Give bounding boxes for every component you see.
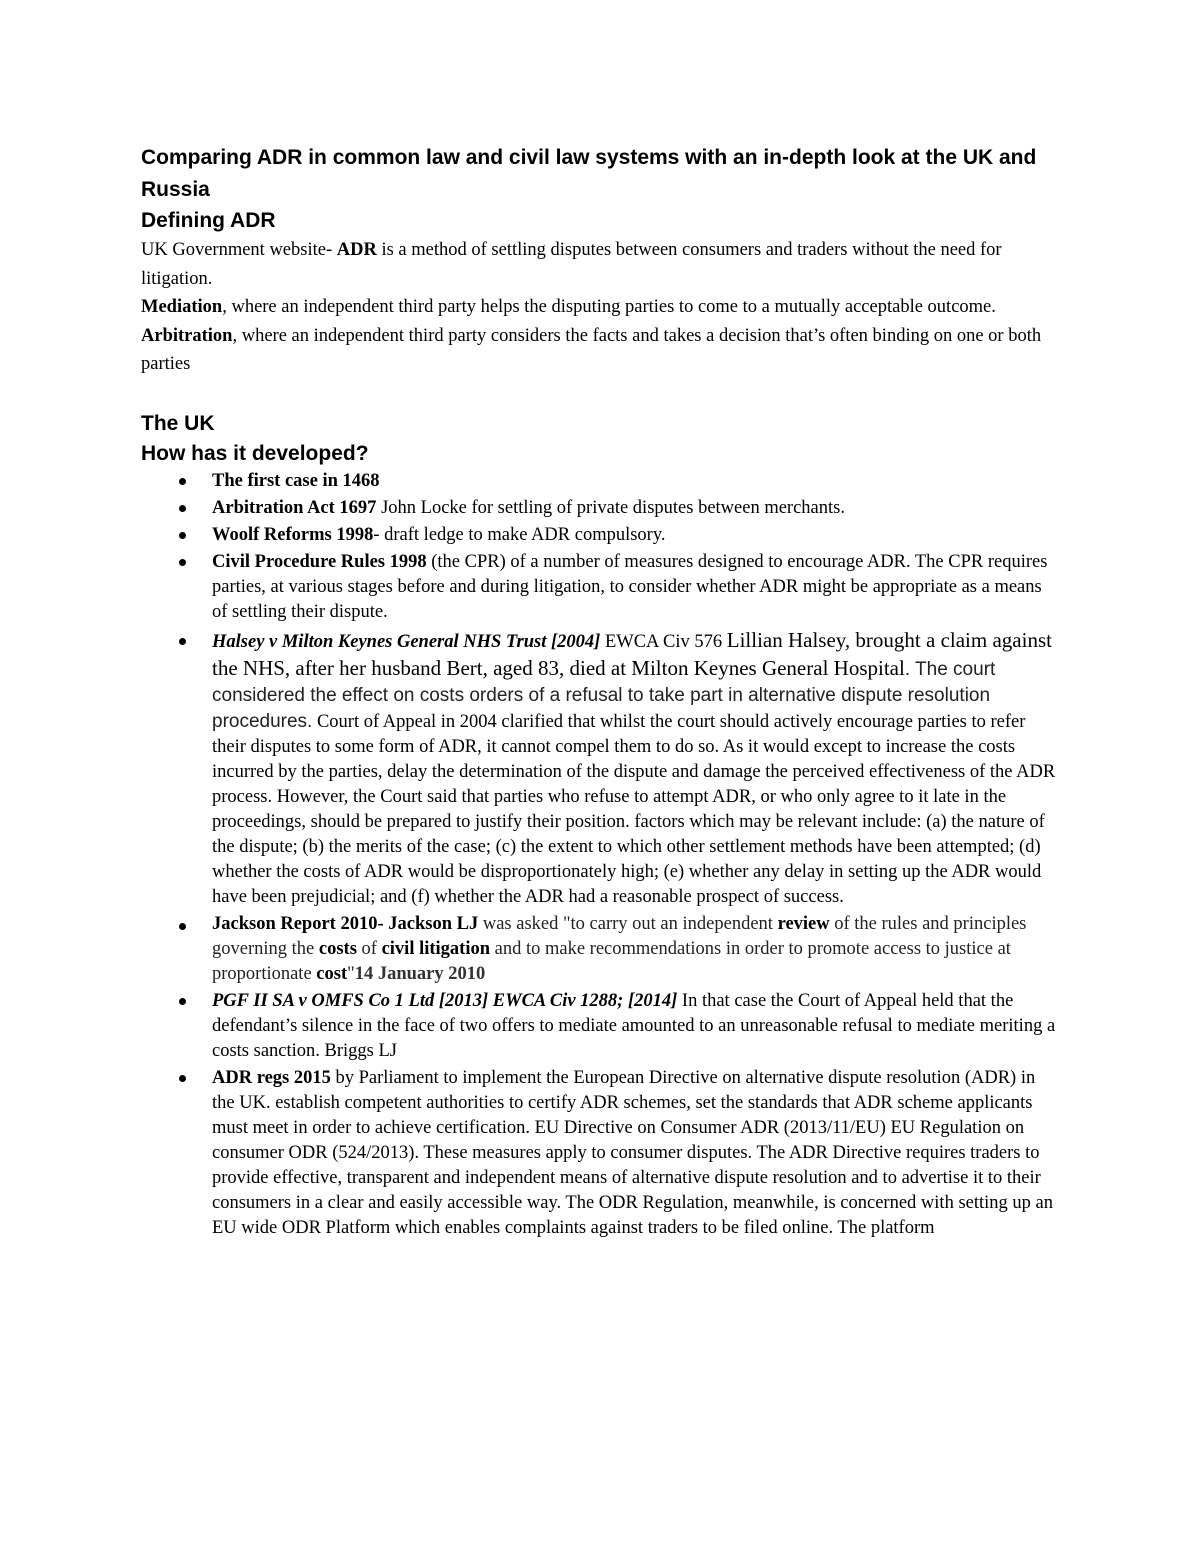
list-item [141,627,1061,910]
term-mediation: Mediation [141,297,223,317]
item-heading: Woolf Reforms 1998 [212,524,374,545]
item-text: In that case the Court of Appeal held that the defendant’s silence in the face of two offers to mediate amounted to an unreasonable refusal to mediate meriting a costs sanction. Briggs LJ [212,990,1056,1061]
item-heading: The first case in 1468 [212,470,380,491]
text: UK Government website- [141,240,337,260]
item-text: " [347,963,355,984]
item-text: Lillian Halsey, brought a claim against the NHS, after her husband Bert, aged 83, died at Milton Keynes General Hospital [212,627,1052,680]
bullet-icon [179,1075,186,1082]
item-text: and to make recommendations in order to promote access to justice at proportionate [212,938,1011,984]
paragraph-adr-definition [141,236,1061,293]
list-item [141,496,1061,521]
item-text: of the rules and principles governing the [212,913,1027,959]
item-text: of [356,938,382,959]
emphasis: costs [318,938,357,959]
term-adr: ADR [336,240,377,260]
subheading-development: How has it developed? [141,441,369,465]
text: , where an independent third party helps the disputing parties to come to a mutually acceptable outcome. [222,297,996,317]
spacer [141,379,1061,409]
list-item [141,523,1061,548]
section-heading-uk: The UK [141,411,215,435]
paragraph-mediation [141,293,1061,322]
item-text: EWCA Civ 576 [600,631,727,652]
list-item [141,989,1061,1064]
item-text: was asked "to carry out an independent [478,913,778,934]
list-item [141,550,1061,625]
item-heading: Civil Procedure Rules 1998 [212,551,427,572]
bullet-icon [179,923,186,930]
document-body [141,142,1061,1243]
item-text: John Locke for settling of private disputes between merchants. [376,497,845,518]
item-text: by Parliament to implement the European Directive on alternative dispute resolution (ADR) in the UK. establish competent authorities to certify ADR schemes, set the standards that ADR scheme applicants must meet in order to achieve certification. EU Directive on Consumer ADR (2013/11/EU) EU Regulation on consumer ODR (524/2013). These measures apply to consumer disputes. The ADR Directive requires traders to provide effective, transparent and independent means of alternative dispute resolution and to advertise it to their consumers in a clear and easily accessible way. The ODR Regulation, meanwhile, is concerned with setting up an EU wide ODR Platform which enables complaints against traders to be filed online. The platform [212,1067,1053,1238]
item-text: Court of Appeal in 2004 clarified that whilst the court should actively encourage parties to refer their disputes to some form of ADR, it cannot compel them to do so. As it would except to increase the costs incurred by the parties, delay the determination of the dispute and damage the perceived effectiveness of the ADR process. However, the Court said that parties who refuse to attempt ADR, or who only agree to it late in the proceedings, should be prepared to justify their position. factors which may be relevant include: (a) the nature of the dispute; (b) the merits of the case; (c) the extent to which other settlement methods have been attempted; (d) whether the costs of ADR would be disproportionately high; (e) whether any delay in setting up the ADR would have been prejudicial; and (f) whether the ADR had a reasonable prospect of success. [212,711,1056,907]
uk-development-list [141,469,1061,1241]
bullet-icon [179,505,186,512]
term-arbitration: Arbitration [141,325,233,346]
report-date: 14 January 2010 [354,963,486,984]
item-text: . The court considered the effect on costs orders of a refusal to take part in alternative dispute resolution procedures. [212,658,996,732]
section-heading-defining-adr: Defining ADR [141,209,276,232]
paragraph-arbitration [141,322,1061,379]
bullet-icon [179,478,186,485]
case-citation: Halsey v Milton Keynes General NHS Trust [2004] [212,631,601,652]
list-item [141,1066,1061,1241]
item-text: (the CPR) of a number of measures designed to encourage ADR. The CPR requires parties, at various stages before and during litigation, to consider whether ADR might be appropriate as a means of settling their dispute. [212,551,1048,622]
item-heading: Arbitration Act 1697 [212,497,377,518]
emphasis: review [777,913,830,934]
document-title: Comparing ADR in common law and civil law systems with an in-depth look at the UK and Russia [141,146,1037,201]
bullet-icon [179,532,186,539]
item-text: - draft ledge to make ADR compulsory. [373,524,666,545]
bullet-icon [179,638,186,645]
text: , where an independent third party considers the facts and takes a decision that’s often binding on one or both parties [141,325,1042,374]
bullet-icon [179,998,186,1005]
bullet-icon [179,559,186,566]
text: is a method of settling disputes between consumers and traders without the need for litigation. [141,240,1002,289]
list-item [141,912,1061,987]
item-heading: Jackson Report 2010- Jackson LJ [212,913,479,934]
emphasis: cost [316,963,348,984]
list-item [141,469,1061,494]
item-heading: ADR regs 2015 [212,1067,331,1088]
case-citation: PGF II SA v OMFS Co 1 Ltd [2013] EWCA Civ 1288; [2014] [212,990,678,1011]
emphasis: civil litigation [381,938,491,959]
